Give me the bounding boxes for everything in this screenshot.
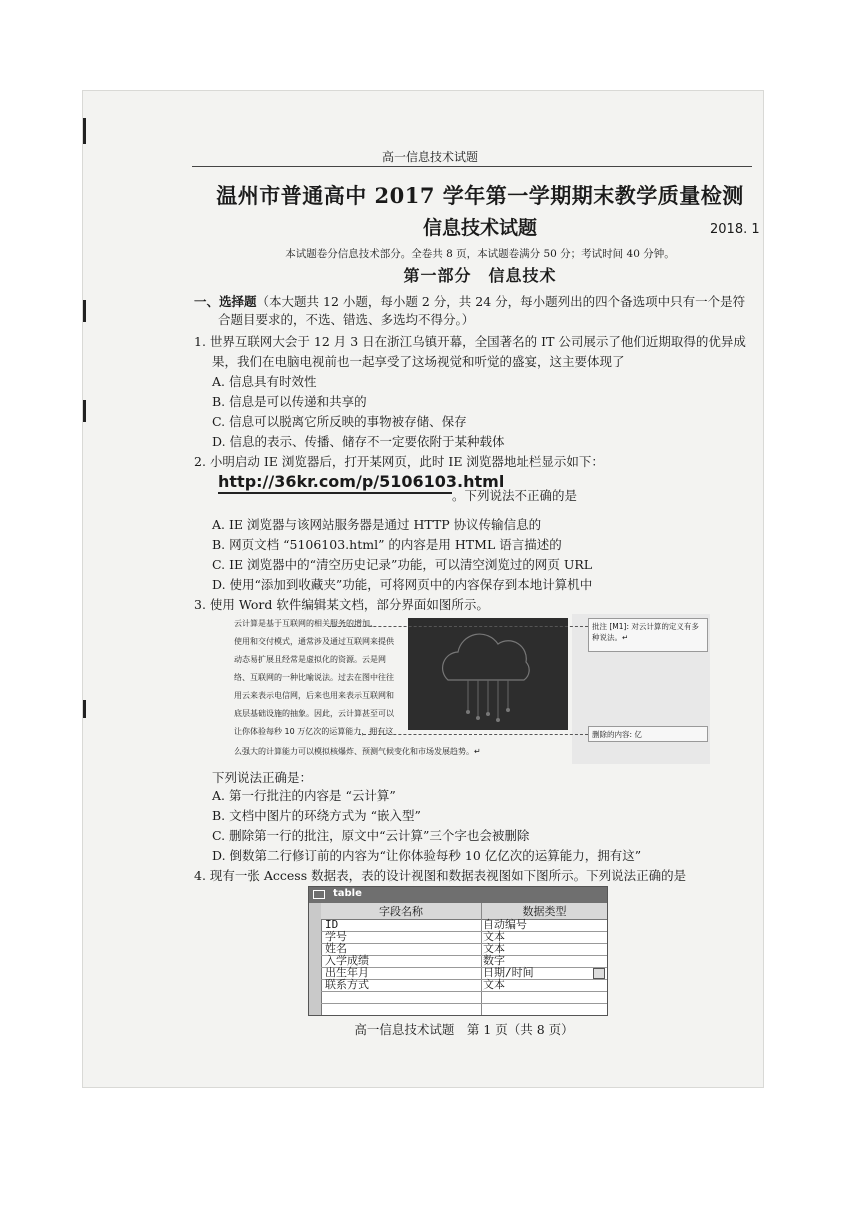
q1-option-c: C. 信息可以脱离它所反映的事物被存储、保存 xyxy=(212,414,467,429)
section-heading xyxy=(194,292,745,310)
q3-option-b: B. 文档中图片的环绕方式为 “嵌入型” xyxy=(212,808,421,823)
word-screenshot xyxy=(228,614,710,764)
access-design-view xyxy=(308,886,608,1016)
field-name: 入学成绩 xyxy=(325,954,369,967)
q1-option-b: B. 信息是可以传递和共享的 xyxy=(212,394,367,409)
q2-lead: 。下列说法不正确的是 xyxy=(452,488,578,503)
word-line: 使用和交付模式，通常涉及通过互联网来提供 xyxy=(234,637,394,646)
data-type: 文本 xyxy=(483,930,505,943)
q1-stem-1: 1. 世界互联网大会于 12 月 3 日在浙江乌镇开幕，全国著名的 IT 公司展示了他们近期取得的优异成 xyxy=(194,334,746,349)
scan-edge-mark xyxy=(83,118,86,144)
exam-title: 温州市普通高中 2017 学年第一学期期末教学质量检测 xyxy=(216,183,744,208)
column-header-field: 字段名称 xyxy=(321,903,481,920)
word-line: 么强大的计算能力可以模拟核爆炸、预测气候变化和市场发展趋势。↵ xyxy=(234,747,481,756)
table-tab[interactable] xyxy=(309,887,607,903)
comment-connector xyxy=(328,626,588,627)
field-name: 学号 xyxy=(325,930,347,943)
section-label: 一、选择题 xyxy=(194,294,257,309)
url-underline xyxy=(218,492,452,494)
table-name: table xyxy=(333,888,362,899)
deletion-balloon[interactable]: 删除的内容: 亿 xyxy=(588,726,708,742)
data-type: 数字 xyxy=(483,954,505,967)
q2-option-c: C. IE 浏览器中的“清空历史记录”功能，可以清空浏览过的网页 URL xyxy=(212,557,593,572)
part-title: 第一部分 信息技术 xyxy=(403,266,557,285)
address-bar-url: http://36kr.com/p/5106103.html xyxy=(218,472,505,491)
q3-stem: 3. 使用 Word 软件编辑某文档，部分界面如图所示。 xyxy=(194,597,489,612)
q3-option-a: A. 第一行批注的内容是 “云计算” xyxy=(212,788,396,803)
section-desc-1: （本大题共 12 小题，每小题 2 分，共 24 分，每小题列出的四个备选项中只有一个是符 xyxy=(256,294,746,309)
scan-edge-mark xyxy=(83,400,86,422)
data-type: 日期/时间 xyxy=(483,966,534,979)
q1-option-a: A. 信息具有时效性 xyxy=(212,374,317,389)
q2-option-a: A. IE 浏览器与该网站服务器是通过 HTTP 协议传输信息的 xyxy=(212,517,542,532)
field-name: 出生年月 xyxy=(325,966,369,979)
word-line: 动态易扩展且经常是虚拟化的资源。云是网 xyxy=(234,655,386,664)
running-header: 高一信息技术试题 xyxy=(381,150,478,164)
scan-edge-mark xyxy=(83,300,86,322)
data-type: 文本 xyxy=(483,978,505,991)
word-line: 用云来表示电信网，后来也用来表示互联网和 xyxy=(234,691,394,700)
field-name: 联系方式 xyxy=(325,978,369,991)
table-row-empty[interactable] xyxy=(321,991,607,1004)
column-header-type: 数据类型 xyxy=(482,903,607,920)
section-desc-2: 合题目要求的，不选、错选、多选均不得分。） xyxy=(218,312,475,327)
revision-connector xyxy=(358,734,588,735)
q4-stem: 4. 现有一张 Access 数据表，表的设计视图和数据表视图如下图所示。下列说法正确的是 xyxy=(194,868,687,883)
q2-option-d: D. 使用“添加到收藏夹”功能，可将网页中的内容保存到本地计算机中 xyxy=(212,577,593,592)
cloud-computing-image xyxy=(408,618,568,730)
word-line: 云计算是基于互联网的相关服务的增加、 xyxy=(234,619,378,628)
cloud-icon xyxy=(408,618,568,730)
q2-option-b: B. 网页文档 “5106103.html” 的内容是用 HTML 语言描述的 xyxy=(212,537,562,552)
comment-balloon[interactable]: 批注 [M1]: 对云计算的定义有多种说法。↵ xyxy=(588,618,708,652)
q3-option-d: D. 倒数第二行修订前的内容为“让你体验每秒 10 亿亿次的运算能力，拥有这” xyxy=(212,848,642,863)
exam-note: 本试题卷分信息技术部分。全卷共 8 页，本试题卷满分 50 分；考试时间 40 分钟。 xyxy=(285,248,675,260)
word-line: 让你体验每秒 10 万亿次的运算能力，拥有这 xyxy=(234,727,394,736)
chevron-down-icon[interactable] xyxy=(593,968,605,979)
data-type: 自动编号 xyxy=(483,918,527,931)
header-rule xyxy=(192,166,752,167)
word-line: 络、互联网的一种比喻说法。过去在图中往往 xyxy=(234,673,394,682)
q2-stem: 2. 小明启动 IE 浏览器后，打开某网页，此时 IE 浏览器地址栏显示如下： xyxy=(194,454,604,469)
exam-date: 2018. 1 xyxy=(710,222,760,237)
field-name: ID xyxy=(325,918,339,931)
scan-edge-mark xyxy=(83,700,86,718)
page-footer: 高一信息技术试题 第 1 页（共 8 页） xyxy=(354,1022,574,1037)
q1-stem-2: 果，我们在电脑电视前也一起享受了这场视觉和听觉的盛宴，这主要体现了 xyxy=(212,354,625,369)
word-line: 底层基础设施的抽象。因此，云计算甚至可以 xyxy=(234,709,394,718)
data-type: 文本 xyxy=(483,942,505,955)
q3-option-c: C. 删除第一行的批注，原文中“云计算”三个字也会被删除 xyxy=(212,828,530,843)
table-icon xyxy=(313,890,325,899)
field-name: 姓名 xyxy=(325,942,347,955)
exam-subtitle: 信息技术试题 xyxy=(422,217,537,239)
q3-lead: 下列说法正确是： xyxy=(212,770,313,785)
q1-option-d: D. 信息的表示、传播、储存不一定要依附于某种载体 xyxy=(212,434,505,449)
